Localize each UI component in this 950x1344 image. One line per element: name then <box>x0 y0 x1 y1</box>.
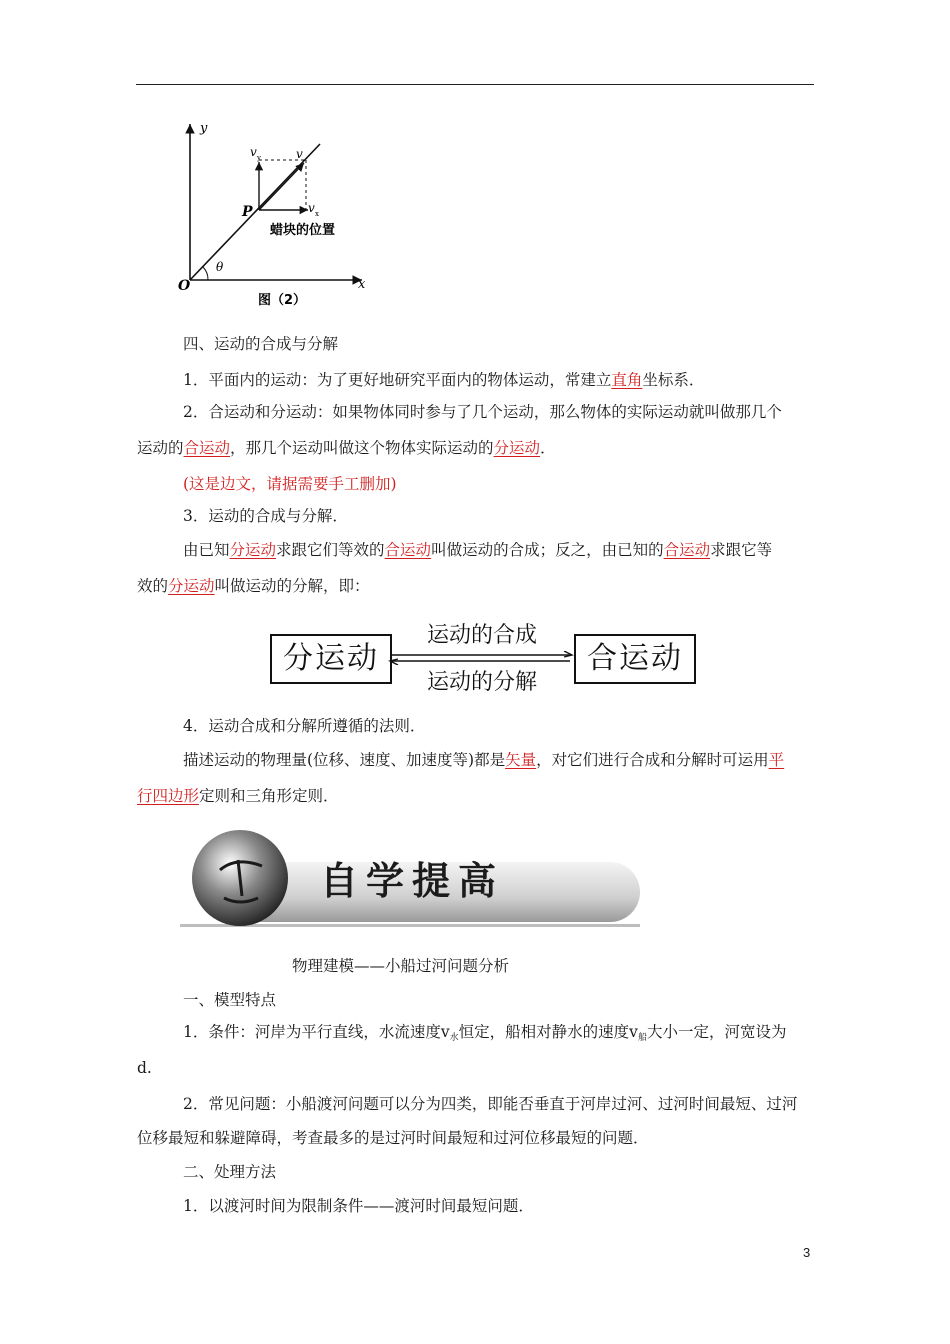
position-label: 蜡块的位置 <box>270 223 336 238</box>
answer-blank: 直角 <box>611 371 643 389</box>
trajectory-line <box>190 144 320 280</box>
subscript: 船 <box>637 1033 647 1043</box>
model-method-1 <box>137 1188 817 1224</box>
angle-arc <box>203 267 208 280</box>
answer-blank: 平 <box>768 751 785 769</box>
double-arrow-icon <box>388 651 574 665</box>
note-text: (这是边文，请据需要手工删加) <box>183 475 397 493</box>
y-axis-label: y <box>200 121 208 136</box>
self-study-banner <box>180 826 640 930</box>
model-heading-1 <box>137 982 817 1018</box>
answer-blank: 分运动 <box>168 577 215 595</box>
subscript: 水 <box>449 1033 459 1043</box>
x-axis-label: x <box>358 277 366 292</box>
vx-subscript: x <box>315 210 319 218</box>
figure-2-diagram <box>178 118 378 318</box>
text: 描述运动的物理量(位移、速度、加速度等)都是 <box>183 751 506 769</box>
text: 恒定，船相对静水的速度 <box>458 1023 630 1041</box>
vx-label: v <box>308 201 315 215</box>
text: 效的 <box>137 577 169 595</box>
section4-heading <box>137 326 817 362</box>
section4-item3-para-cont <box>137 568 817 604</box>
page-number: 3 <box>803 1245 811 1260</box>
text: ，对它们进行合成和分解时可运用 <box>536 751 769 769</box>
heading-text: 四、运动的合成与分解 <box>183 335 339 353</box>
header-rule <box>136 84 814 85</box>
text: ，那几个运动叫做这个物体实际运动的 <box>230 439 494 457</box>
angle-label: θ <box>216 260 224 274</box>
text: 2．常见问题：小船渡河问题可以分为四类，即能否垂直于河岸过河、过河时间最短、过河 <box>183 1095 798 1113</box>
text: 求跟它等 <box>710 541 773 559</box>
vy-subscript: y <box>257 154 261 162</box>
text: 3．运动的合成与分解． <box>183 507 348 525</box>
section4-item1 <box>137 362 817 398</box>
text: ． <box>540 439 556 457</box>
text: 二、处理方法 <box>183 1163 277 1181</box>
model-problem-2-cont <box>137 1120 817 1156</box>
component-motion-box: 分运动 <box>270 634 392 684</box>
answer-blank: 行四边形 <box>137 787 200 805</box>
model-condition-1-cont <box>137 1050 817 1086</box>
section4-item3 <box>137 498 817 534</box>
text: d. <box>137 1059 152 1077</box>
text: 一、模型特点 <box>183 991 277 1009</box>
synthesis-decomposition-diagram <box>270 618 696 695</box>
answer-blank: 矢量 <box>505 751 537 769</box>
text: 坐标系． <box>642 371 705 389</box>
point-p-label: P <box>242 204 253 220</box>
text: 定则和三角形定则． <box>199 787 339 805</box>
decomposition-label: 运动的分解 <box>426 670 537 695</box>
section4-item3-para <box>137 532 817 568</box>
model-title <box>292 948 692 984</box>
answer-blank: 合运动 <box>384 541 432 559</box>
text: 1．平面内的运动：为了更好地研究平面内的物体运动，常建立 <box>183 371 612 389</box>
text: 由已知 <box>183 541 230 559</box>
answer-blank: 合运动 <box>663 541 711 559</box>
text: 求跟它们等效的 <box>276 541 385 559</box>
text: 1．条件：河岸为平行直线，水流速度 <box>183 1023 441 1041</box>
side-note <box>137 466 817 502</box>
vy-label: v <box>250 145 257 159</box>
section4-item4 <box>137 708 817 744</box>
text: 4．运动合成和分解所遵循的法则． <box>183 717 426 735</box>
origin-label: O <box>178 278 191 294</box>
title-text: 物理建模——小船过河问题分析 <box>292 957 510 975</box>
figure-caption: 图（2） <box>258 293 307 308</box>
section4-item4-para-cont <box>137 778 817 814</box>
resultant-motion-box: 合运动 <box>574 634 696 684</box>
synthesis-label: 运动的合成 <box>426 623 537 648</box>
text: 叫做运动的分解，即： <box>214 577 370 595</box>
text: 大小一定，河宽设为 <box>646 1023 787 1041</box>
section4-item2-cont <box>137 430 817 466</box>
velocity-symbol: v <box>440 1023 450 1041</box>
section4-item2 <box>137 394 817 430</box>
model-problem-2 <box>137 1086 817 1122</box>
section4-item4-para <box>137 742 817 778</box>
v-arrow <box>259 163 304 210</box>
text: 2．合运动和分运动：如果物体同时参与了几个运动，那么物体的实际运动就叫做那几个 <box>183 403 782 421</box>
answer-blank: 合运动 <box>183 439 231 457</box>
v-label: v <box>296 147 303 161</box>
text: 1．以渡河时间为限制条件——渡河时间最短问题． <box>183 1197 534 1215</box>
answer-blank: 分运动 <box>229 541 277 559</box>
model-heading-2 <box>137 1154 817 1190</box>
text: 运动的 <box>137 439 184 457</box>
text: 位移最短和躲避障碍，考查最多的是过河时间最短和过河位移最短的问题． <box>137 1129 649 1147</box>
answer-blank: 分运动 <box>493 439 541 457</box>
banner-title: 自学提高 <box>320 858 505 903</box>
velocity-symbol: v <box>629 1023 638 1041</box>
text: 叫做运动的合成；反之，由已知的 <box>431 541 664 559</box>
